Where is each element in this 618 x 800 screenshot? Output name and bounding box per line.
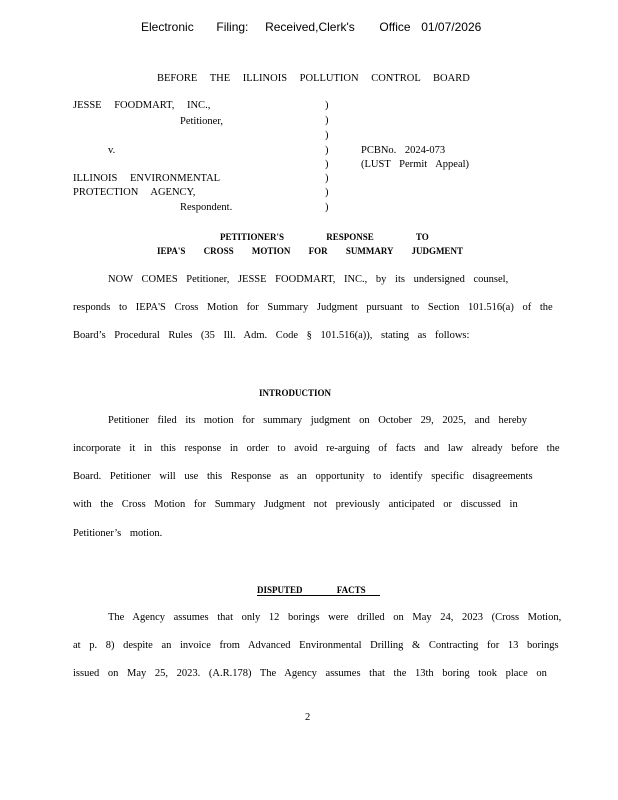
caption-paren: ) (325, 145, 329, 156)
introduction-line: Board. Petitioner will use this Response as an opportunity to identify specific disagreements (73, 471, 533, 482)
caption-paren: ) (325, 115, 329, 126)
caption-paren: ) (325, 202, 329, 213)
introduction-line: incorporate it in this response in order to avoid re-arguing of facts and law already before the (73, 443, 560, 454)
respondent-line2: PROTECTION AGENCY, (73, 187, 196, 198)
board-title: BEFORE THE ILLINOIS POLLUTION CONTROL BOARD (157, 73, 470, 84)
caption-paren: ) (325, 159, 329, 170)
introduction-line: Petitioner’s motion. (73, 528, 163, 539)
facts-line: issued on May 25, 2023. (A.R.178) The Agency assumes that the 13th boring took place on (73, 668, 547, 679)
filing-label: Electronic (141, 20, 194, 34)
filing-word: Filing: (216, 20, 249, 34)
petitioner-role: Petitioner, (180, 116, 224, 127)
doc-title-line1: PETITIONER'S RESPONSE TO (220, 232, 429, 242)
facts-line: at p. 8) despite an invoice from Advanced Environmental Drilling & Contracting for 13 borings (73, 640, 559, 651)
introduction-heading: INTRODUCTION (259, 388, 332, 398)
intro-line: responds to IEPA'S Cross Motion for Summary Judgment pursuant to Section 101.516(a) of the (73, 302, 553, 313)
case-type: (LUST Permit Appeal) (361, 159, 470, 170)
intro-line: NOW COMES Petitioner, JESSE FOODMART, INC., by its undersigned counsel, (108, 274, 509, 285)
caption-paren: ) (325, 187, 329, 198)
office-word: Office (379, 20, 411, 34)
filing-date: 01/07/2026 (421, 20, 482, 34)
case-number: PCBNo. 2024-073 (361, 145, 446, 156)
facts-line: The Agency assumes that only 12 borings were drilled on May 24, 2023 (Cross Motion, (108, 612, 562, 623)
caption-paren: ) (325, 130, 329, 141)
disputed-facts-heading: DISPUTED FACTS (257, 585, 380, 596)
respondent-role: Respondent. (180, 202, 233, 213)
caption-paren: ) (325, 100, 329, 111)
petitioner-name: JESSE FOODMART, INC., (73, 100, 211, 111)
doc-title-line2: IEPA'S CROSS MOTION FOR SUMMARY JUDGMENT (157, 246, 463, 256)
caption-paren: ) (325, 173, 329, 184)
respondent-line1: ILLINOIS ENVIRONMENTAL (73, 173, 221, 184)
introduction-line: Petitioner filed its motion for summary judgment on October 29, 2025, and hereby (108, 415, 528, 426)
filing-header (141, 20, 481, 34)
intro-line: Board’s Procedural Rules (35 Ill. Adm. Code § 101.516(a)), stating as follows: (73, 330, 470, 341)
introduction-line: with the Cross Motion for Summary Judgment not previously anticipated or discussed in (73, 499, 518, 510)
page-number: 2 (305, 712, 311, 723)
versus: v. (108, 145, 116, 156)
received-word: Received,Clerk's (265, 20, 355, 34)
